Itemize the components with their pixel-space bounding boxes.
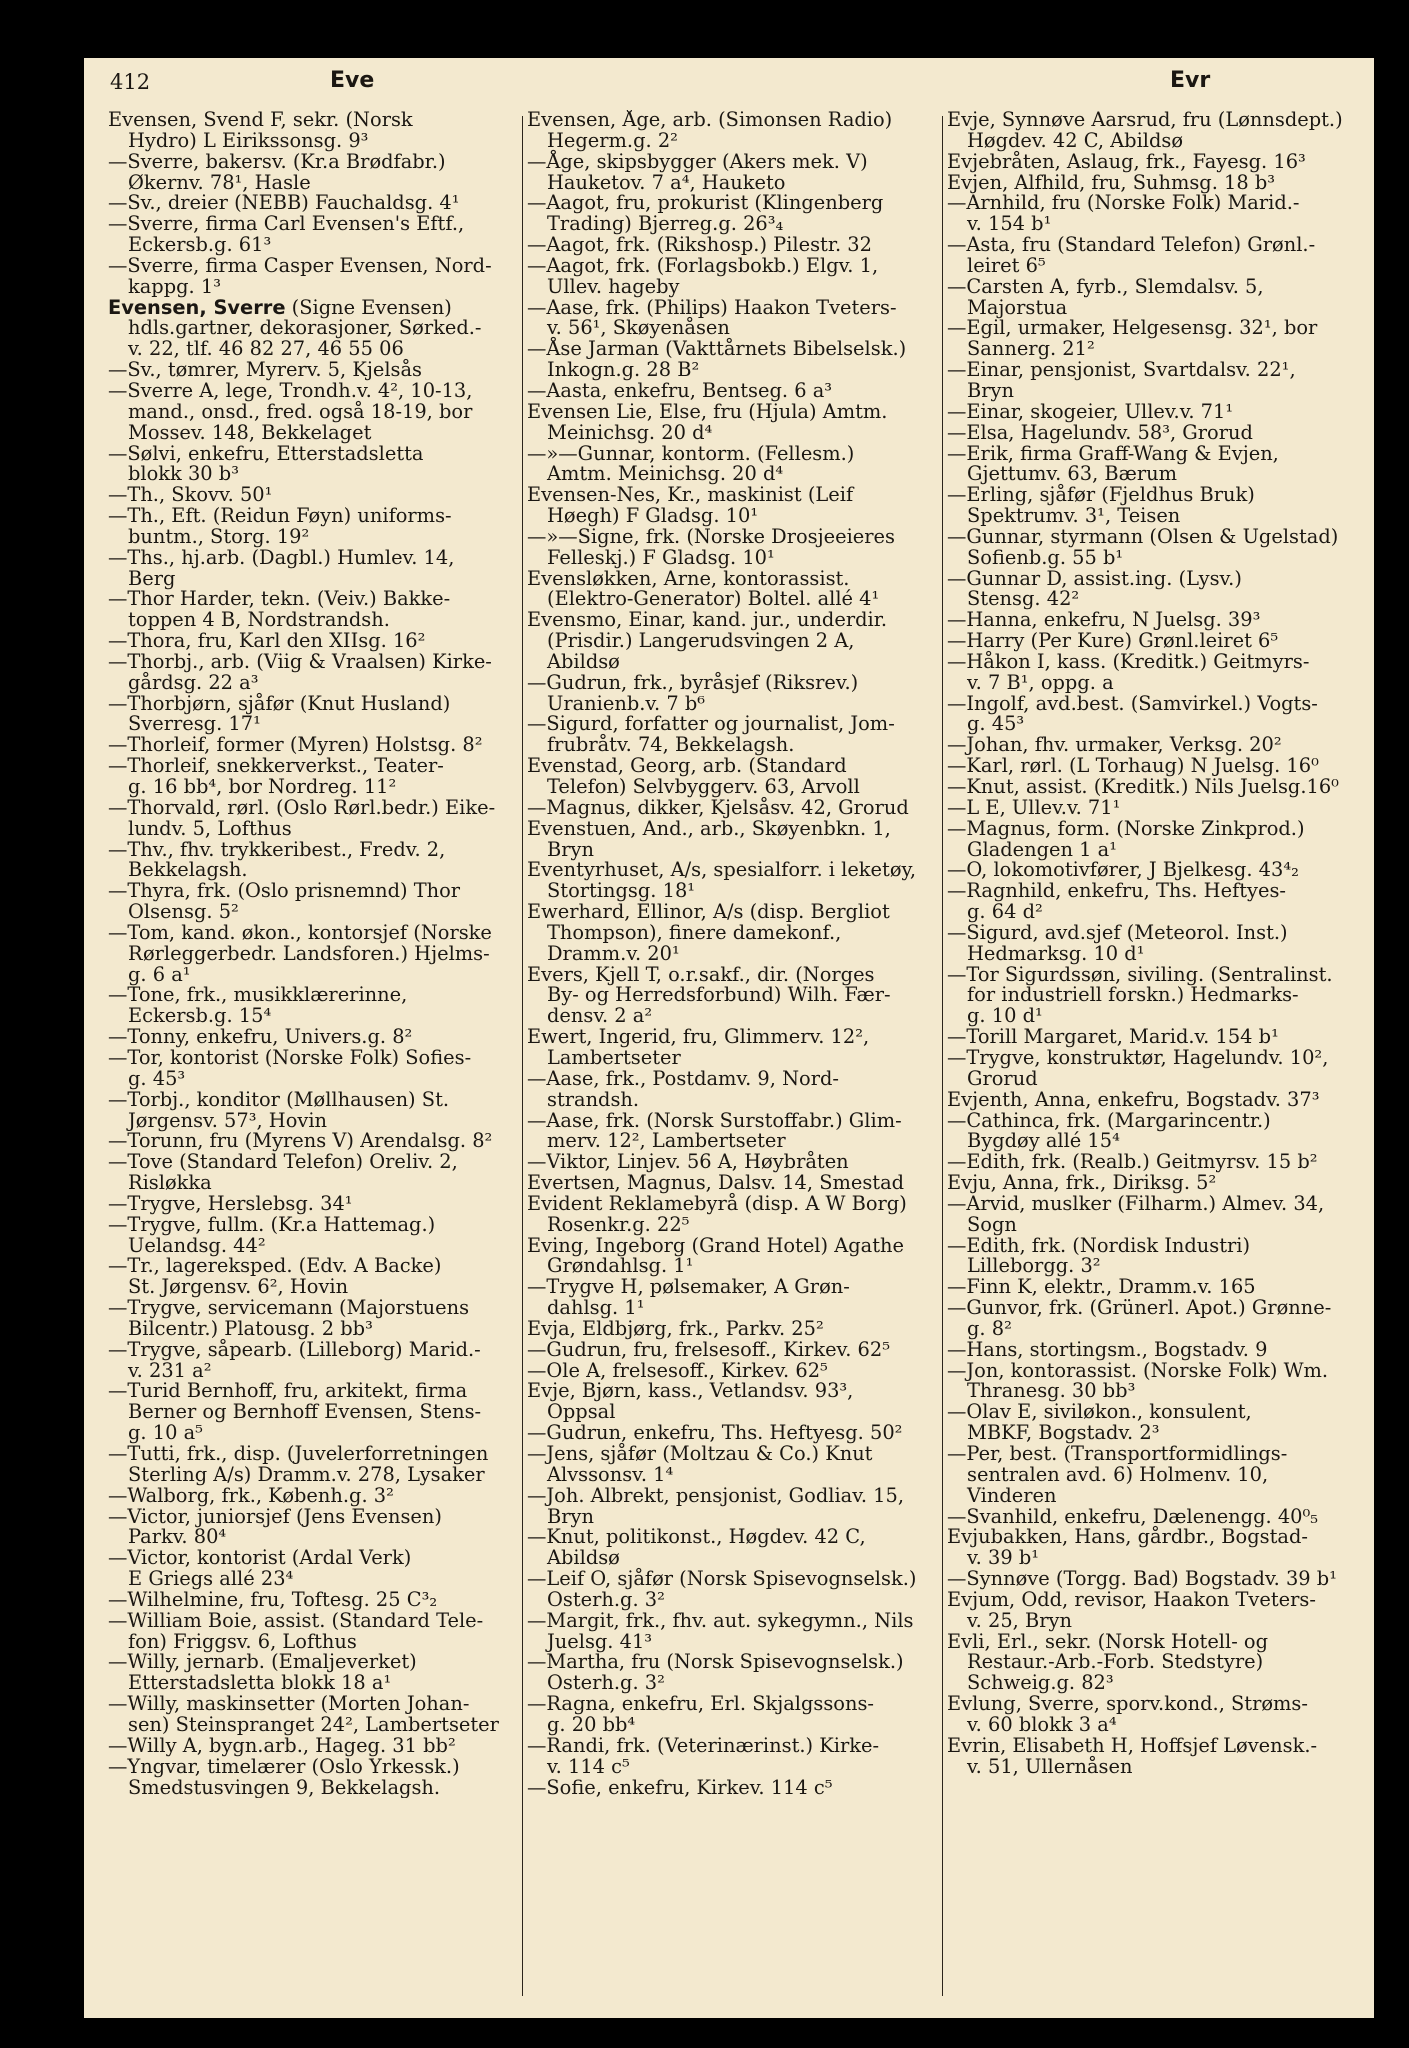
entry-line: —Walborg, frk., Københ.g. 3² xyxy=(108,1483,394,1507)
entry-line: Hydro) L Eirikssonsg. 9³ xyxy=(128,128,369,152)
entry-line: (Elektro-Generator) Boltel. allé 4¹ xyxy=(547,587,880,611)
entry-line: Thompson), finere damekonf., xyxy=(547,920,842,944)
entry-line: mand., onsd., fred. også 18-19, bor xyxy=(128,399,473,423)
entry-line: sen) Steinspranget 24², Lambertseter xyxy=(128,1712,499,1736)
entry-line: Evensløkken, Arne, kontorassist. xyxy=(527,566,850,590)
entry-line: —Edith, frk. (Realb.) Geitmyrsv. 15 b² xyxy=(947,1150,1318,1174)
entry-line: —Gudrun, fru, frelsesoff., Kirkev. 62⁵ xyxy=(527,1337,890,1361)
left-guide-word: Eve xyxy=(330,68,375,93)
entry-line: —Leif O, sjåfør (Norsk Spisevognselsk.) xyxy=(527,1567,917,1591)
entry-line: Thranesg. 30 bb³ xyxy=(967,1379,1136,1403)
entry-line: Eventyrhuset, A/s, spesialforr. i leketøy, xyxy=(527,858,917,882)
entry-line: —Trygve, Herslebsg. 34¹ xyxy=(108,1191,353,1215)
entry-line: Smedstusvingen 9, Bekkelagsh. xyxy=(128,1775,441,1799)
entry-line: —Hans, stortingsm., Bogstadv. 9 xyxy=(947,1337,1268,1361)
entry-line: Meinichsg. 20 d⁴ xyxy=(547,420,713,444)
entry-line: g. 16 bb⁴, bor Nordreg. 11² xyxy=(128,775,397,798)
entry-line: Evjum, Odd, revisor, Haakon Tveters- xyxy=(947,1587,1316,1611)
entry-line: Spektrumv. 3¹, Teisen xyxy=(967,504,1181,528)
entry-line: v. 39 b¹ xyxy=(967,1546,1040,1570)
entry-line: Evensen, Åge, arb. (Simonsen Radio) xyxy=(527,110,893,131)
entry-line: Uelandsg. 44² xyxy=(128,1233,266,1257)
entry-line: Sterling A/s) Dramm.v. 278, Lysaker xyxy=(128,1462,485,1486)
entry-line: —Aasta, enkefru, Bentseg. 6 a³ xyxy=(527,378,833,402)
entry-line: —Tone, frk., musikklærerinne, xyxy=(108,983,408,1007)
entry-line: lundv. 5, Lofthus xyxy=(128,816,292,840)
entry-line: —Gudrun, frk., byråsjef (Riksrev.) xyxy=(527,670,859,694)
entry-line: —Sv., tømrer, Myrerv. 5, Kjelsås xyxy=(108,358,422,382)
entry-line: g. 20 bb⁴ xyxy=(547,1712,636,1736)
entry-line: —Aase, frk. (Norsk Surstoffabr.) Glim- xyxy=(527,1108,902,1132)
entry-line: fon) Friggsv. 6, Lofthus xyxy=(128,1629,357,1653)
entry-line: —Gunnar, styrmann (Olsen & Ugelstad) xyxy=(947,524,1339,548)
entry-line: leiret 6⁵ xyxy=(967,253,1046,277)
entry-line: Alvssonsv. 1⁴ xyxy=(547,1462,674,1486)
entry-line: —O, lokomotivfører, J Bjelkesg. 43⁴₂ xyxy=(947,858,1299,882)
entry-line: —Ingolf, avd.best. (Samvirkel.) Vogts- xyxy=(947,691,1318,715)
entry-line: Uranienb.v. 7 b⁶ xyxy=(547,691,706,715)
entry-line: for industriell forskn.) Hedmarks- xyxy=(967,983,1299,1007)
entry-line: Høegh) F Gladsg. 10¹ xyxy=(547,504,759,528)
entry-line: Gjettumv. 63, Bærum xyxy=(967,462,1178,486)
entry-text: (Signe Evensen) xyxy=(285,295,452,319)
entry-line: (Prisdir.) Langerudsvingen 2 A, xyxy=(547,629,855,653)
entry-line: By- og Herredsforbund) Wilh. Fær- xyxy=(547,983,891,1007)
entry-line: —Sverre, bakersv. (Kr.a Brødfabr.) xyxy=(108,149,446,173)
bold-entry-name: Evensen, Sverre xyxy=(108,295,286,319)
entry-line: Schweig.g. 82³ xyxy=(967,1671,1114,1695)
entry-line: Evje, Synnøve Aarsrud, fru (Lønnsdept.) xyxy=(947,110,1343,131)
entry-line: —Sofie, enkefru, Kirkev. 114 c⁵ xyxy=(527,1775,833,1799)
entry-line: Abildsø xyxy=(547,1546,620,1570)
entry-line: —Gudrun, enkefru, Ths. Heftyesg. 50² xyxy=(527,1421,903,1445)
entry-line: —Thorleif, former (Myren) Holstsg. 8² xyxy=(108,733,483,757)
entry-line: —Tor Sigurdssøn, siviling. (Sentralinst. xyxy=(947,962,1333,986)
entry-line: —Torill Margaret, Marid.v. 154 b¹ xyxy=(947,1025,1279,1049)
entry-line: Eving, Ingeborg (Grand Hotel) Agathe xyxy=(527,1233,904,1257)
entry-line: —Ragna, enkefru, Erl. Skjalgssons- xyxy=(527,1692,874,1716)
entry-line: —Tom, kand. økon., kontorsjef (Norske xyxy=(108,920,492,944)
entry-line: Sofienb.g. 55 b¹ xyxy=(967,545,1124,569)
entry-line: —Victor, kontorist (Ardal Verk) xyxy=(108,1546,412,1570)
entry-line: Parkv. 80⁴ xyxy=(128,1525,227,1549)
entry-line: —Knut, assist. (Kreditk.) Nils Juelsg.16⁰ xyxy=(947,775,1339,798)
entry-line: Risløkka xyxy=(128,1171,212,1195)
entry-line: Berner og Bernhoff Evensen, Stens- xyxy=(128,1400,482,1424)
entry-line: Evju, Anna, frk., Diriksg. 5² xyxy=(947,1171,1217,1195)
entry-line: —Viktor, Linjev. 56 A, Høybråten xyxy=(527,1150,849,1174)
entry-line: Høgdev. 42 C, Abildsø xyxy=(967,128,1184,152)
entry-line: —Johan, fhv. urmaker, Verksg. 20² xyxy=(947,733,1282,757)
entry-line: —Thv., fhv. trykkeribest., Fredv. 2, xyxy=(108,837,446,861)
entry-line: —Erling, sjåfør (Fjeldhus Bruk) xyxy=(947,483,1255,507)
entry-line: Evjen, Alfhild, fru, Suhmsg. 18 b³ xyxy=(947,170,1276,194)
entry-line: Grøndahlsg. 1¹ xyxy=(547,1254,694,1278)
entry-line: —Ole A, frelsesoff., Kirkev. 62⁵ xyxy=(527,1358,828,1382)
entry-line: frubråtv. 74, Bekkelagsh. xyxy=(547,733,795,757)
entry-line: Bryn xyxy=(547,837,594,861)
entry-line: —Willy A, bygn.arb., Hageg. 31 bb² xyxy=(108,1733,456,1757)
entry-line: —Torunn, fru (Myrens V) Arendalsg. 8² xyxy=(108,1129,493,1153)
entry-line: —Egil, urmaker, Helgesensg. 32¹, bor xyxy=(947,316,1318,340)
entry-line: Dramm.v. 20¹ xyxy=(547,941,680,965)
entry-line: v. 25, Bryn xyxy=(967,1608,1072,1632)
entry-line: —Aase, frk., Postdamv. 9, Nord- xyxy=(527,1066,839,1090)
entry-line: —Sverre, firma Carl Evensen's Eftf., xyxy=(108,212,465,236)
entry-line: Evenstad, Georg, arb. (Standard xyxy=(527,754,847,778)
entry-line: Sannerg. 21² xyxy=(967,337,1095,361)
entry-line: —Einar, pensjonist, Svartdalsv. 22¹, xyxy=(947,358,1296,382)
entry-line: —Trygve, såpearb. (Lilleborg) Marid.- xyxy=(108,1337,481,1361)
entry-line: —Sigurd, avd.sjef (Meteorol. Inst.) xyxy=(947,920,1288,944)
entry-line: Juelsg. 41³ xyxy=(547,1629,653,1653)
entry-line: —Carsten A, fyrb., Slemdalsv. 5, xyxy=(947,274,1264,298)
entry-line: Osterh.g. 3² xyxy=(547,1671,665,1695)
entry-line: —Aagot, frk. (Forlagsbokb.) Elgv. 1, xyxy=(527,253,879,277)
column-1 xyxy=(108,110,518,1798)
entry-line: Ewert, Ingerid, fru, Glimmerv. 12², xyxy=(527,1025,870,1049)
entry-line: —Ths., hj.arb. (Dagbl.) Humlev. 14, xyxy=(108,545,455,569)
entry-line: —Thora, fru, Karl den XIIsg. 16² xyxy=(108,629,426,653)
entry-line: g. 45³ xyxy=(128,1066,186,1090)
entry-line: —Svanhild, enkefru, Dælenengg. 40⁰₅ xyxy=(947,1504,1319,1528)
entry-line: Berg xyxy=(128,566,176,590)
entry-line: Evenstuen, And., arb., Skøyenbkn. 1, xyxy=(527,816,891,840)
entry-line: Eckersb.g. 61³ xyxy=(128,233,272,257)
entry-line: Telefon) Selvbyggerv. 63, Arvoll xyxy=(547,775,860,798)
entry-line: —Magnus, form. (Norske Zinkprod.) xyxy=(947,816,1305,840)
entry-line: —Thorleif, snekkerverkst., Teater- xyxy=(108,754,444,778)
column-3 xyxy=(947,110,1367,1778)
entry-line: —»—Gunnar, kontorm. (Fellesm.) xyxy=(527,441,855,465)
entry-line: g. 6 a¹ xyxy=(128,962,191,986)
entry-line: g. 45³ xyxy=(967,712,1025,736)
entry-line: blokk 30 b³ xyxy=(128,462,239,486)
right-guide-word: Evr xyxy=(1170,68,1211,93)
entry-line: —Tonny, enkefru, Univers.g. 8² xyxy=(108,1025,413,1049)
entry-line: Abildsø xyxy=(547,649,620,673)
entry-line: Evensen Lie, Else, fru (Hjula) Amtm. xyxy=(527,399,888,423)
entry-line: —Per, best. (Transportformidlings- xyxy=(947,1442,1288,1465)
entry-line: Evensmo, Einar, kand. jur., underdir. xyxy=(527,608,888,632)
entry-line: Ewerhard, Ellinor, A/s (disp. Bergliot xyxy=(527,900,890,924)
entry-line: Evertsen, Magnus, Dalsv. 14, Smestad xyxy=(527,1171,905,1195)
entry-line: v. 56¹, Skøyenåsen xyxy=(547,316,730,340)
entry-line: Evers, Kjell T, o.r.sakf., dir. (Norges xyxy=(527,962,875,986)
entry-line: v. 60 blokk 3 a⁴ xyxy=(967,1712,1117,1736)
entry-line: v. 7 B¹, oppg. a xyxy=(967,670,1114,694)
entry-line: Evident Reklamebyrå (disp. A W Borg) xyxy=(527,1191,907,1215)
entry-line: MBKF, Bogstadv. 2³ xyxy=(967,1421,1160,1445)
entry-line: E Griegs allé 23⁴ xyxy=(128,1567,294,1591)
entry-line: Evje, Bjørn, kass., Vetlandsv. 93³, xyxy=(527,1379,854,1403)
entry-line: v. 22, tlf. 46 82 27, 46 55 06 xyxy=(128,337,404,361)
entry-line: buntm., Storg. 19² xyxy=(128,524,310,548)
entry-line: —Jon, kontorassist. (Norske Folk) Wm. xyxy=(947,1358,1329,1382)
entry-line: dahlsg. 1¹ xyxy=(547,1296,645,1320)
entry-line: Økernv. 78¹, Hasle xyxy=(128,170,311,194)
entry-line: —Trygve, konstruktør, Hagelundv. 10², xyxy=(947,1045,1329,1069)
entry-line: —Willy, jernarb. (Emaljeverket) xyxy=(108,1650,417,1674)
entry-line: —»—Signe, frk. (Norske Drosjeeieres xyxy=(527,524,895,548)
entry-line: Inkogn.g. 28 B² xyxy=(547,358,700,382)
entry-line: v. 154 b¹ xyxy=(967,212,1052,236)
entry-line: Gladengen 1 a¹ xyxy=(967,837,1118,861)
entry-line: Hegerm.g. 2² xyxy=(547,128,678,152)
entry-line: Evensen, Svend F, sekr. (Norsk xyxy=(108,110,413,131)
entry-line: —Tor, kontorist (Norske Folk) Sofies- xyxy=(108,1045,472,1069)
entry-line: Hedmarksg. 10 d¹ xyxy=(967,941,1145,965)
entry-line: —Turid Bernhoff, fru, arkitekt, firma xyxy=(108,1379,468,1403)
entry-line: —Arvid, muslker (Filharm.) Almev. 34, xyxy=(947,1191,1325,1215)
entry-line: —L E, Ullev.v. 71¹ xyxy=(947,795,1121,819)
entry-line: Lilleborgg. 3² xyxy=(967,1254,1101,1278)
entry-line: —Margit, frk., fhv. aut. sykegymn., Nils xyxy=(527,1608,914,1632)
entry-line: Evli, Erl., sekr. (Norsk Hotell- og xyxy=(947,1629,1268,1653)
entry-line: Felleskj.) F Gladsg. 10¹ xyxy=(547,545,775,569)
entry-line: gårdsg. 22 a³ xyxy=(128,670,259,694)
entry-line: —Aagot, fru, prokurist (Klingenberg xyxy=(527,191,884,215)
entry-line: g. 64 d² xyxy=(967,900,1043,924)
entry-line: Bygdøy allé 15⁴ xyxy=(967,1129,1120,1153)
page-header xyxy=(110,66,1360,102)
entry-line: Evensen-Nes, Kr., maskinist (Leif xyxy=(527,483,854,507)
entry-line: g. 10 a⁵ xyxy=(128,1421,203,1445)
entry-line: —Ragnhild, enkefru, Ths. Heftyes- xyxy=(947,879,1286,903)
entry-line: —Sv., dreier (NEBB) Fauchaldsg. 4¹ xyxy=(108,191,460,215)
entry-line: —Synnøve (Torgg. Bad) Bogstadv. 39 b¹ xyxy=(947,1567,1337,1591)
entry-line: —Håkon I, kass. (Kreditk.) Geitmyrs- xyxy=(947,649,1310,673)
entry-line: g. 10 d¹ xyxy=(967,1004,1043,1028)
entry-line: —Jens, sjåfør (Moltzau & Co.) Knut xyxy=(527,1442,873,1465)
entry-line: —Thorbj., arb. (Viig & Vraalsen) Kirke- xyxy=(108,649,492,673)
entry-line: —Aagot, frk. (Rikshosp.) Pilestr. 32 xyxy=(527,233,872,257)
entry-line: —Martha, fru (Norsk Spisevognselsk.) xyxy=(527,1650,904,1674)
entry-line: —Th., Skovv. 50¹ xyxy=(108,483,273,507)
entry-line: —Harry (Per Kure) Grønl.leiret 6⁵ xyxy=(947,629,1279,653)
entry-line: Evja, Eldbjørg, frk., Parkv. 25² xyxy=(527,1316,824,1340)
entry-line: kappg. 1³ xyxy=(128,274,221,298)
entry-line: Evrin, Elisabeth H, Hoffsjef Løvensk.- xyxy=(947,1733,1318,1757)
entry-line: Majorstua xyxy=(967,295,1068,319)
entry-line: v. 231 a² xyxy=(128,1358,212,1382)
entry-line: —Arnhild, fru (Norske Folk) Marid.- xyxy=(947,191,1300,215)
entry-line: —Trygve H, pølsemaker, A Grøn- xyxy=(527,1275,850,1299)
entry-line: Amtm. Meinichsg. 20 d⁴ xyxy=(547,462,784,486)
entry-line: Evlung, Sverre, sporv.kond., Strøms- xyxy=(947,1692,1308,1716)
entry-line: hdls.gartner, dekorasjoner, Sørked.- xyxy=(128,316,482,340)
entry-line: densv. 2 a² xyxy=(547,1004,653,1028)
entry-line: Rørleggerbedr. Landsforen.) Hjelms- xyxy=(128,941,490,965)
entry-line: Lambertseter xyxy=(547,1045,681,1069)
entry-line: toppen 4 B, Nordstrandsh. xyxy=(128,608,390,632)
entry-line: —Tove (Standard Telefon) Oreliv. 2, xyxy=(108,1150,458,1174)
entry-line: g. 8² xyxy=(967,1316,1012,1340)
entry-line: Bryn xyxy=(547,1504,594,1528)
entry-line: —Gunnar D, assist.ing. (Lysv.) xyxy=(947,566,1242,590)
entry-line: Osterh.g. 3² xyxy=(547,1587,665,1611)
entry-line: Sogn xyxy=(967,1212,1017,1236)
entry-line: —Elsa, Hagelundv. 58³, Grorud xyxy=(947,420,1253,444)
column-divider xyxy=(522,116,523,1996)
entry-line: —Sverre A, lege, Trondh.v. 4², 10-13, xyxy=(108,378,473,402)
entry-line: Vinderen xyxy=(967,1483,1057,1507)
entry-line: —Trygve, servicemann (Majorstuens xyxy=(108,1296,470,1320)
entry-line: —Trygve, fullm. (Kr.a Hattemag.) xyxy=(108,1212,436,1236)
entry-line: Sverresg. 17¹ xyxy=(128,712,261,736)
entry-line: Oppsal xyxy=(547,1400,616,1424)
entry-line: —Thyra, frk. (Oslo prisnemnd) Thor xyxy=(108,879,461,903)
entry-line: Evjebråten, Aslaug, frk., Fayesg. 16³ xyxy=(947,149,1306,173)
entry-line: Grorud xyxy=(967,1066,1038,1090)
entry-line: —Finn K, elektr., Dramm.v. 165 xyxy=(947,1275,1256,1299)
entry-line: —Olav E, siviløkon., konsulent, xyxy=(947,1400,1252,1424)
entry-line: —Hanna, enkefru, N Juelsg. 39³ xyxy=(947,608,1261,632)
entry-line: Mossev. 148, Bekkelaget xyxy=(128,420,372,444)
entry-line: St. Jørgensv. 6², Hovin xyxy=(128,1275,349,1299)
directory-page xyxy=(84,58,1374,2018)
entry-line: merv. 12², Lambertseter xyxy=(547,1129,786,1153)
entry-line: —Åse Jarman (Vakttårnets Bibelselsk.) xyxy=(527,337,907,361)
entry-line: Trading) Bjerreg.g. 26³₄ xyxy=(547,212,784,236)
page-number: 412 xyxy=(110,70,151,94)
entry-line: —Thor Harder, tekn. (Veiv.) Bakke- xyxy=(108,587,451,611)
entry-line: —Th., Eft. (Reidun Føyn) uniforms- xyxy=(108,504,452,528)
entry-line xyxy=(108,295,518,319)
entry-line: —Thorbjørn, sjåfør (Knut Husland) xyxy=(108,691,451,715)
entry-line: v. 114 c⁵ xyxy=(547,1754,630,1778)
entry-line: —Åge, skipsbygger (Akers mek. V) xyxy=(527,149,868,173)
entry-line: —Randi, frk. (Veterinærinst.) Kirke- xyxy=(527,1733,879,1757)
entry-line: —Victor, juniorsjef (Jens Evensen) xyxy=(108,1504,442,1528)
entry-line: Restaur.-Arb.-Forb. Stedstyre) xyxy=(967,1650,1264,1674)
entry-line: Olsensg. 5² xyxy=(128,900,239,924)
entry-line: —Sølvi, enkefru, Etterstadsletta xyxy=(108,441,424,465)
entry-line: —Wilhelmine, fru, Toftesg. 25 C³₂ xyxy=(108,1587,438,1611)
entry-line: Bryn xyxy=(967,378,1014,402)
entry-line: v. 51, Ullernåsen xyxy=(967,1754,1133,1778)
entry-line: —Tr., lagereksped. (Edv. A Backe) xyxy=(108,1254,442,1278)
entry-line: —William Boie, assist. (Standard Tele- xyxy=(108,1608,484,1632)
entry-line: —Joh. Albrekt, pensjonist, Godliav. 15, xyxy=(527,1483,905,1507)
entry-line: Ullev. hageby xyxy=(547,274,680,298)
entry-line: —Tutti, frk., disp. (Juvelerforretningen xyxy=(108,1442,489,1465)
entry-line: —Edith, frk. (Nordisk Industri) xyxy=(947,1233,1251,1257)
entry-line: —Sigurd, forfatter og journalist, Jom- xyxy=(527,712,895,736)
entry-line: Evjenth, Anna, enkefru, Bogstadv. 37³ xyxy=(947,1087,1320,1111)
entry-line: —Magnus, dikker, Kjelsåsv. 42, Grorud xyxy=(527,795,909,819)
entry-line: Evjubakken, Hans, gårdbr., Bogstad- xyxy=(947,1525,1308,1549)
column-2 xyxy=(527,110,941,1798)
entry-line: Eckersb.g. 15⁴ xyxy=(128,1004,272,1028)
entry-line: —Asta, fru (Standard Telefon) Grønl.- xyxy=(947,233,1316,257)
entry-line: strandsh. xyxy=(547,1087,640,1111)
entry-line: Hauketov. 7 a⁴, Hauketo xyxy=(547,170,786,194)
entry-line: —Sverre, firma Casper Evensen, Nord- xyxy=(108,253,492,277)
entry-line: —Cathinca, frk. (Margarincentr.) xyxy=(947,1108,1271,1132)
entry-line: sentralen avd. 6) Holmenv. 10, xyxy=(967,1462,1269,1486)
entry-line: —Gunvor, frk. (Grünerl. Apot.) Grønne- xyxy=(947,1296,1332,1320)
entry-line: —Thorvald, rørl. (Oslo Rørl.bedr.) Eike- xyxy=(108,795,496,819)
column-divider xyxy=(942,116,943,1996)
entry-line: —Willy, maskinsetter (Morten Johan- xyxy=(108,1692,470,1716)
entry-line: —Torbj., konditor (Møllhausen) St. xyxy=(108,1087,450,1111)
entry-line: —Aase, frk. (Philips) Haakon Tveters- xyxy=(527,295,897,319)
entry-line: Etterstadsletta blokk 18 a¹ xyxy=(128,1671,392,1695)
entry-line: —Einar, skogeier, Ullev.v. 71¹ xyxy=(947,399,1234,423)
entry-line: Rosenkr.g. 22⁵ xyxy=(547,1212,690,1236)
entry-line: Stensg. 42² xyxy=(967,587,1080,611)
entry-line: Bekkelagsh. xyxy=(128,858,248,882)
entry-line: Stortingsg. 18¹ xyxy=(547,879,696,903)
entry-line: —Yngvar, timelærer (Oslo Yrkessk.) xyxy=(108,1754,460,1778)
entry-line: —Karl, rørl. (L Torhaug) N Juelsg. 16⁰ xyxy=(947,754,1319,778)
entry-line: —Knut, politikonst., Høgdev. 42 C, xyxy=(527,1525,866,1549)
entry-line: Jørgensv. 57³, Hovin xyxy=(128,1108,328,1132)
entry-line: —Erik, firma Graff-Wang & Evjen, xyxy=(947,441,1279,465)
entry-line: Bilcentr.) Platousg. 2 bb³ xyxy=(128,1316,373,1340)
